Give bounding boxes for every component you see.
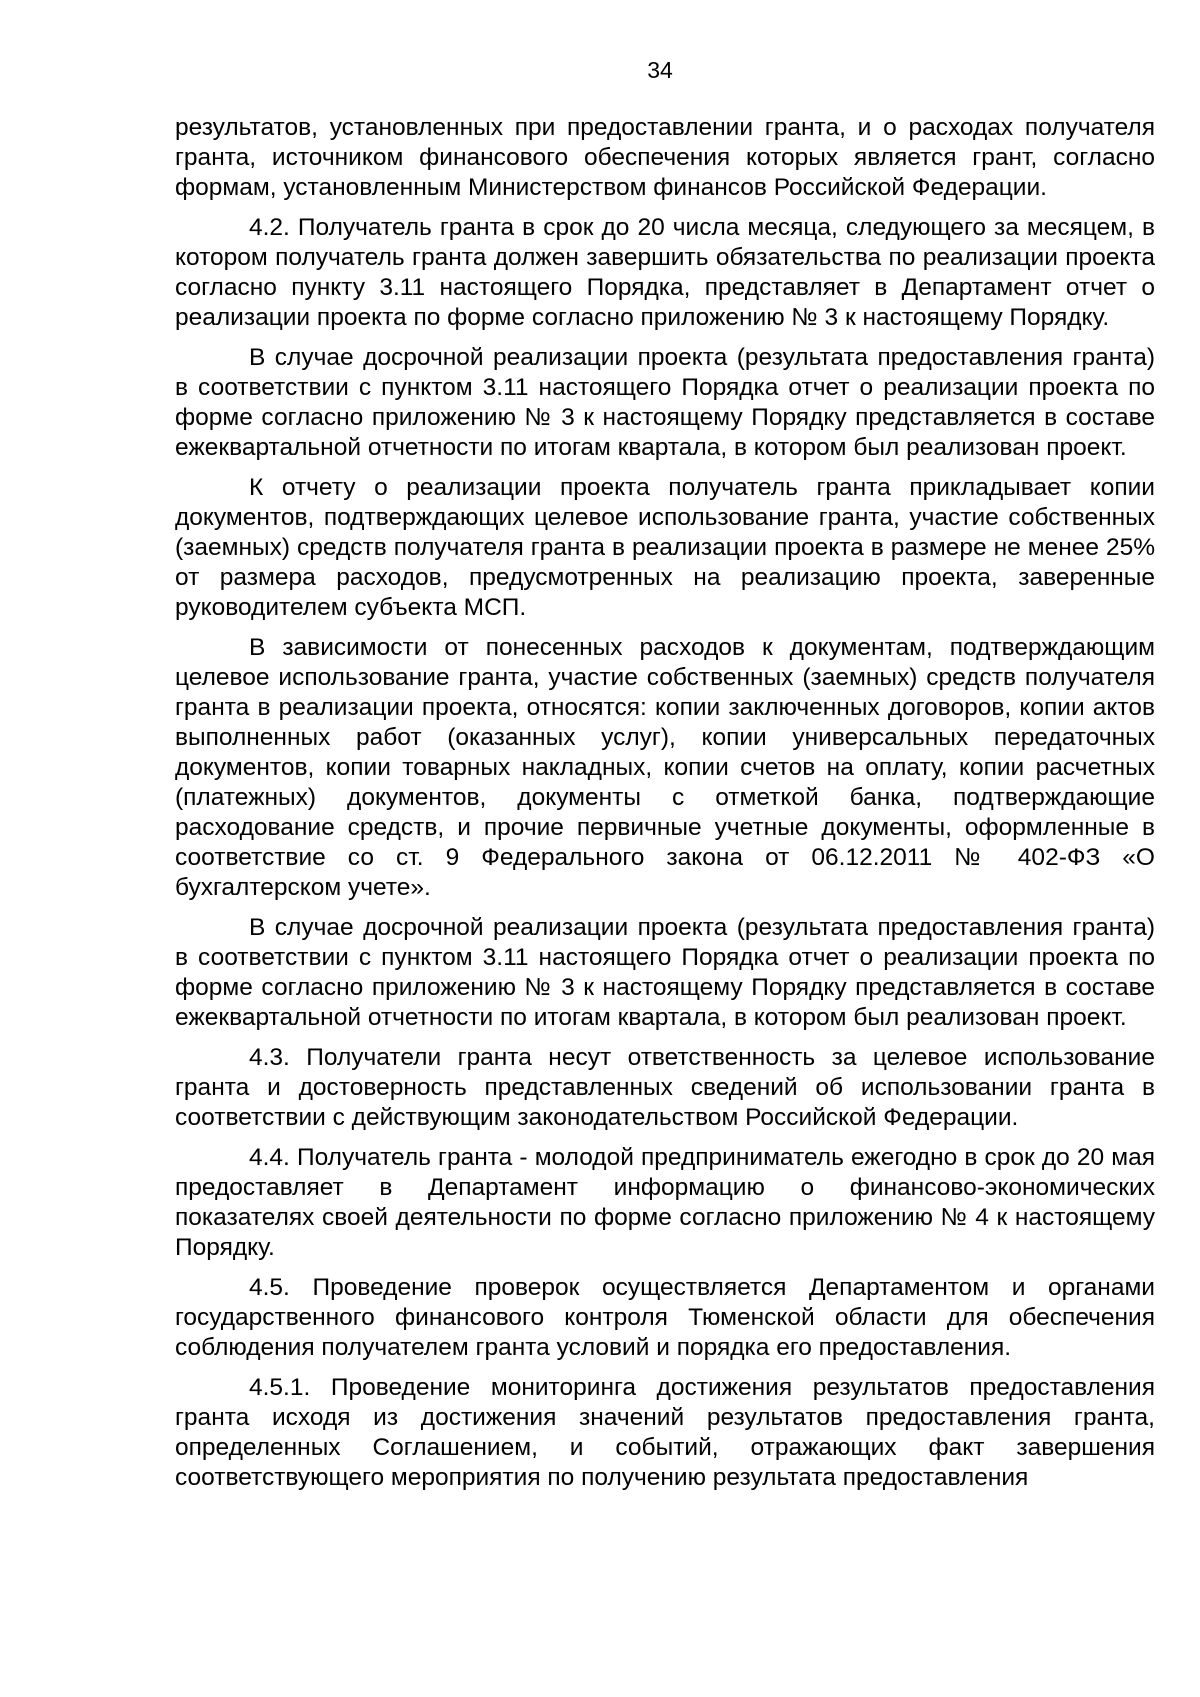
document-body <box>175 113 1155 1493</box>
paragraph-continuation: результатов, установленных при предоставлении гранта, и о расходах получателя гранта, источником финансового обеспечения которых является грант, согласно формам, установленным Министерством финансов Российской Федерации. <box>175 114 1155 201</box>
paragraph-4-5-1: 4.5.1. Проведение мониторинга достижения результатов предоставления гранта исходя из достижения значений результатов предоставления гранта, определенных Соглашением, и событий, отражающих факт завершения соответствующего мероприятия по получению результата предоставления <box>175 1374 1155 1491</box>
page-number: 34 <box>647 57 673 83</box>
paragraph-supporting-documents: В зависимости от понесенных расходов к документам, подтверждающим целевое использование гранта, участие собственных (заемных) средств получателя гранта в реализации проекта, относятся: копии заключенных договоров, копии актов выполненных работ (оказанных услуг), копии универсальных передаточных документов, копии товарных накладных, копии счетов на оплату, копии расчетных (платежных) документов, документы с отметкой банка, подтверждающие расходование средств, и прочие первичные учетные документы, оформленные в соответствие со ст. 9 Федерального закона от 06.12.2011 № 402-ФЗ «О бухгалтерском учете». <box>175 634 1155 901</box>
paragraph-4-5: 4.5. Проведение проверок осуществляется Департаментом и органами государственного финансового контроля Тюменской области для обеспечения соблюдения получателем гранта условий и порядка его предоставления. <box>175 1274 1155 1361</box>
paragraph-4-4: 4.4. Получатель гранта - молодой предприниматель ежегодно в срок до 20 мая предоставляет в Департамент информацию о финансово-экономических показателях своей деятельности по форме согласно приложению № 4 к настоящему Порядку. <box>175 1144 1155 1261</box>
paragraph-report-attachments: К отчету о реализации проекта получатель гранта прикладывает копии документов, подтверждающих целевое использование гранта, участие собственных (заемных) средств получателя гранта в реализации проекта в размере не менее 25% от размера расходов, предусмотренных на реализацию проекта, заверенные руководителем субъекта МСП. <box>175 474 1155 621</box>
paragraph-early-report-repeat: В случае досрочной реализации проекта (результата предоставления гранта) в соответствии с пунктом 3.11 настоящего Порядка отчет о реализации проекта по форме согласно приложению № 3 к настоящему Порядку представляется в составе ежеквартальной отчетности по итогам квартала, в котором был реализован проект. <box>175 914 1155 1031</box>
paragraph-4-2: 4.2. Получатель гранта в срок до 20 числа месяца, следующего за месяцем, в котором получатель гранта должен завершить обязательства по реализации проекта согласно пункту 3.11 настоящего Порядка, представляет в Департамент отчет о реализации проекта по форме согласно приложению № 3 к настоящему Порядку. <box>175 214 1155 331</box>
paragraph-4-3: 4.3. Получатели гранта несут ответственность за целевое использование гранта и достоверность представленных сведений об использовании гранта в соответствии с действующим законодательством Российской Федерации. <box>175 1044 1155 1131</box>
paragraph-early-report: В случае досрочной реализации проекта (результата предоставления гранта) в соответствии с пунктом 3.11 настоящего Порядка отчет о реализации проекта по форме согласно приложению № 3 к настоящему Порядку представляется в составе ежеквартальной отчетности по итогам квартала, в котором был реализован проект. <box>175 344 1155 461</box>
